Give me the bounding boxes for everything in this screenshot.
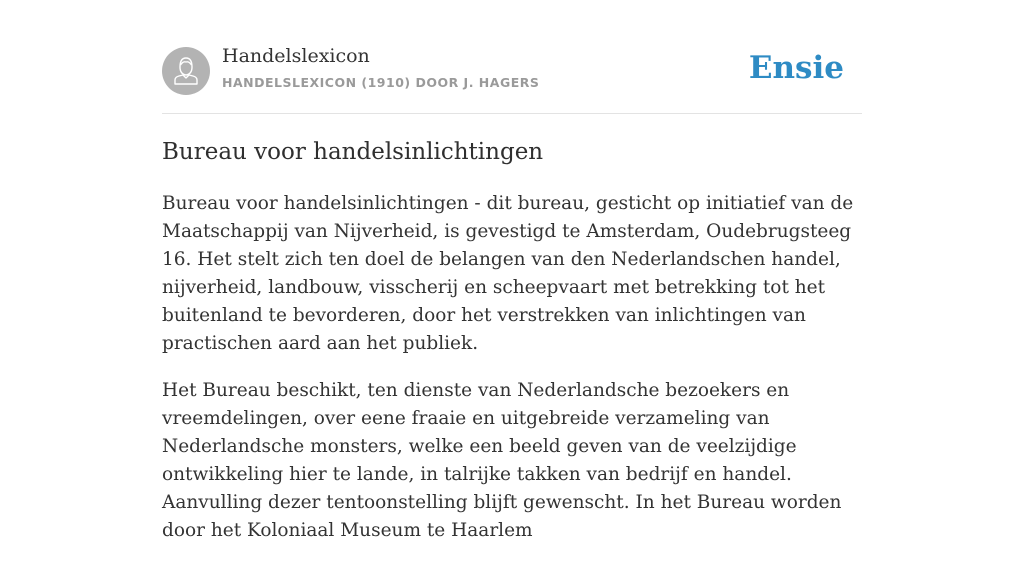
ensie-logo[interactable]: Ensie xyxy=(748,50,844,86)
article-paragraph: Bureau voor handelsinlichtingen - dit bureau, gesticht op initiatief van de Maatschappij van Nijverheid, is gevestigd te Amsterdam, Oudebrugsteeg 16. Het stelt zich ten doel de belangen van den Nederlandschen handel, nijverheid, landbouw, visscherij en scheepvaart met betrekking tot het buitenland te bevorderen, door het verstrekken van inlichtingen van practischen aard aan het publiek. xyxy=(162,193,854,354)
user-icon xyxy=(162,47,210,95)
author-avatar[interactable] xyxy=(162,47,210,95)
author-source: HANDELSLEXICON (1910) DOOR J. HAGERS xyxy=(222,75,540,90)
article-paragraph: Het Bureau beschikt, ten dienste van Nederlandsche bezoekers en vreemdelingen, over eene fraaie en uitgebreide verzameling van Nederlandsche monsters, welke een beeld geven van de veelzijdige ontwikkeling hier te lande, in talrijke takken van bedrijf en handel. Aanvulling dezer tentoonstelling blijft gewenscht. In het Bureau worden door het Koloniaal Museum te Haarlem xyxy=(162,380,842,541)
page-container xyxy=(162,0,862,541)
author-name[interactable]: Handelslexicon xyxy=(222,45,370,67)
article-header xyxy=(162,0,862,114)
article-title: Bureau voor handelsinlichtingen xyxy=(162,139,544,165)
article-body xyxy=(162,190,872,564)
